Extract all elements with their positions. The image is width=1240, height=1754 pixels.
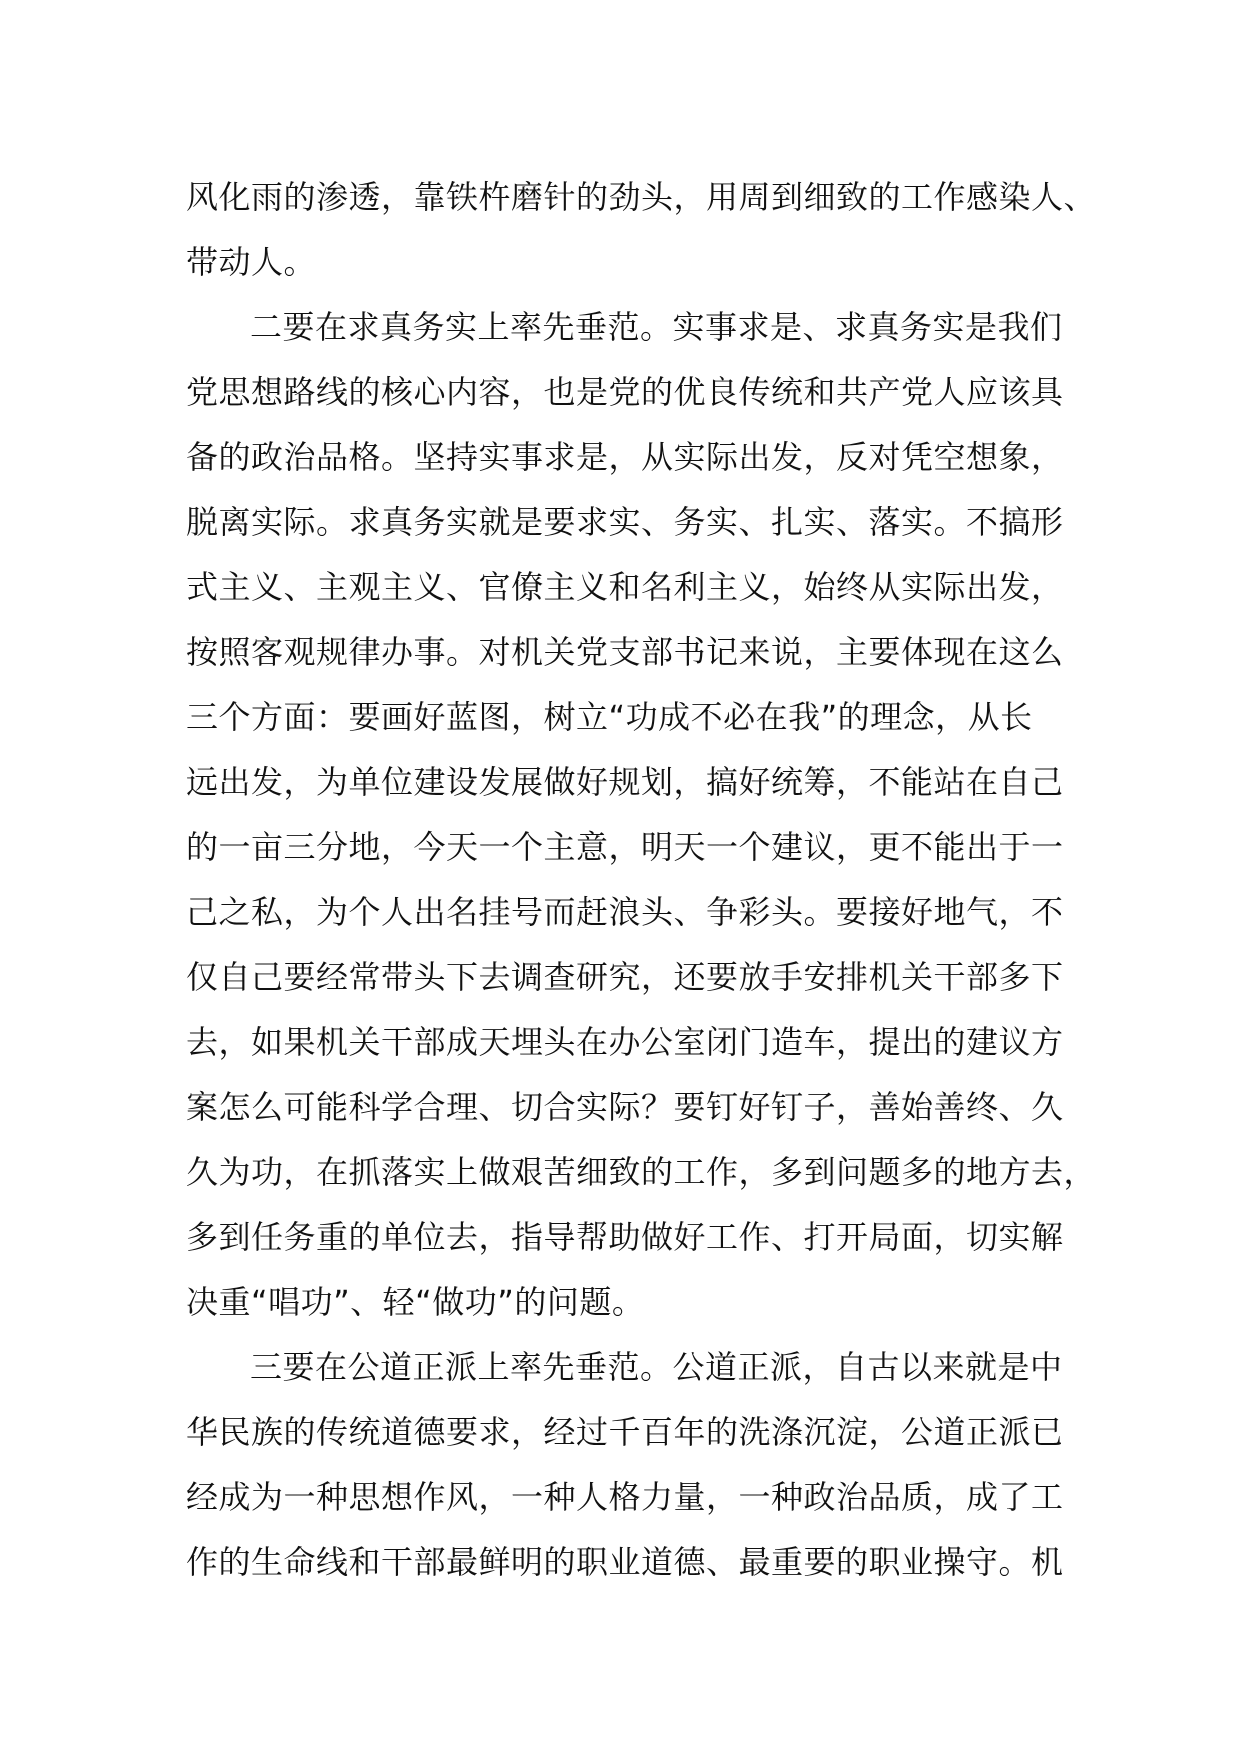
paragraph-first-line: 三要在公道正派上率先垂范。公道正派，自古以来就是中 bbox=[250, 1348, 1063, 1386]
text-line: 去，如果机关干部成天埋头在办公室闭门造车，提出的建议方 bbox=[186, 1023, 1064, 1061]
text-line: 备的政治品格。坚持实事求是，从实际出发，反对凭空想象， bbox=[186, 438, 1064, 476]
text-line: 三个方面：要画好蓝图，树立“功成不必在我”的理念，从长 bbox=[186, 698, 1033, 736]
text-line: 华民族的传统道德要求，经过千百年的洗涤沉淀，公道正派已 bbox=[186, 1413, 1064, 1451]
text-line: 作的生命线和干部最鲜明的职业道德、最重要的职业操守。机 bbox=[186, 1543, 1064, 1581]
text-line: 式主义、主观主义、官僚主义和名利主义，始终从实际出发， bbox=[186, 568, 1064, 606]
text-line: 久为功，在抓落实上做艰苦细致的工作，多到问题多的地方去， bbox=[186, 1153, 1097, 1191]
text-line: 带动人。 bbox=[186, 243, 317, 281]
text-line: 经成为一种思想作风，一种人格力量，一种政治品质，成了工 bbox=[186, 1478, 1064, 1516]
text-line: 案怎么可能科学合理、切合实际？要钉好钉子，善始善终、久 bbox=[186, 1088, 1064, 1126]
text-line: 己之私，为个人出名挂号而赶浪头、争彩头。要接好地气，不 bbox=[186, 893, 1064, 931]
text-line: 的一亩三分地，今天一个主意，明天一个建议，更不能出于一 bbox=[186, 828, 1064, 866]
text-line: 风化雨的渗透，靠铁杵磨针的劲头，用周到细致的工作感染人、 bbox=[186, 178, 1097, 216]
text-line: 仅自己要经常带头下去调查研究，还要放手安排机关干部多下 bbox=[186, 958, 1064, 996]
text-line: 决重“唱功”、轻“做功”的问题。 bbox=[186, 1283, 645, 1321]
text-line: 远出发，为单位建设发展做好规划，搞好统筹，不能站在自己 bbox=[186, 763, 1064, 801]
paragraph-first-line: 二要在求真务实上率先垂范。实事求是、求真务实是我们 bbox=[250, 308, 1063, 346]
document-body bbox=[186, 165, 1097, 1595]
text-line: 党思想路线的核心内容，也是党的优良传统和共产党人应该具 bbox=[186, 373, 1064, 411]
text-line: 脱离实际。求真务实就是要求实、务实、扎实、落实。不搞形 bbox=[186, 503, 1064, 541]
text-line: 多到任务重的单位去，指导帮助做好工作、打开局面，切实解 bbox=[186, 1218, 1064, 1256]
text-line: 按照客观规律办事。对机关党支部书记来说，主要体现在这么 bbox=[186, 633, 1064, 671]
